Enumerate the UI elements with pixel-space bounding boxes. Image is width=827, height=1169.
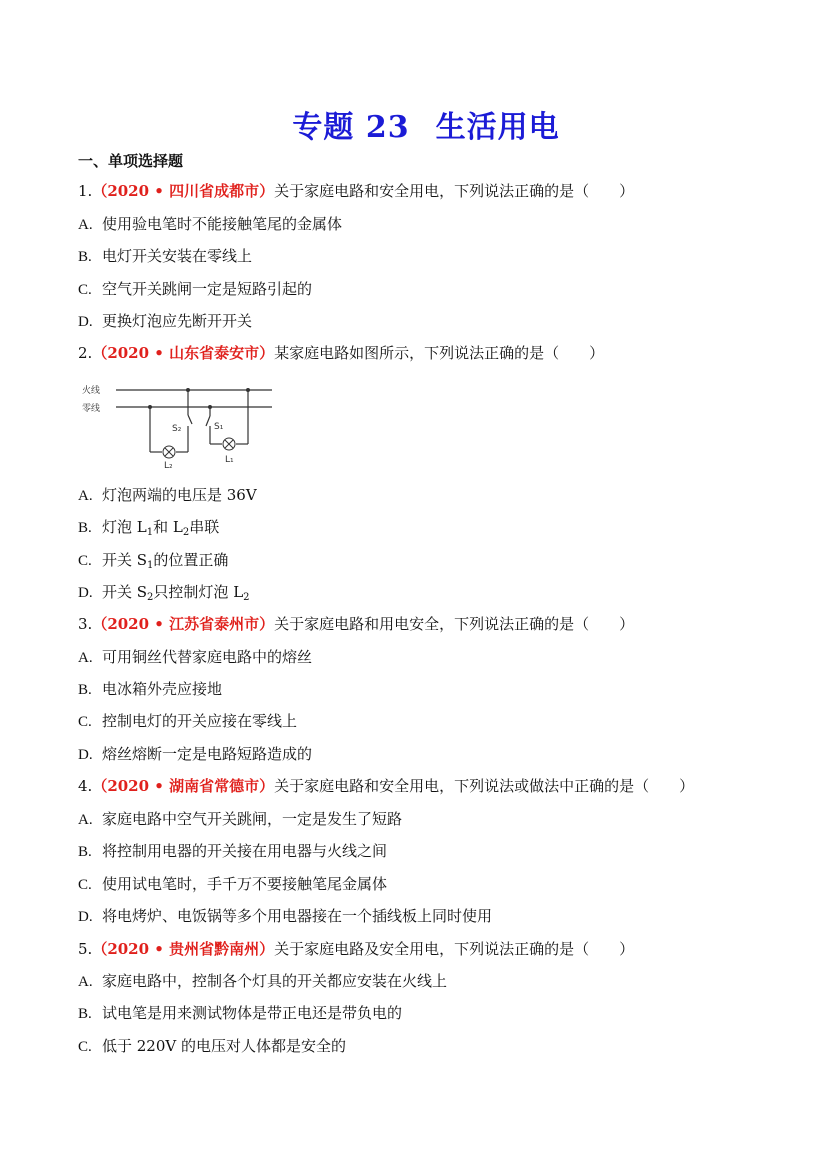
neutral-wire-label: 零线 — [82, 404, 101, 414]
option-text: 低于 220V 的电压对人体都是安全的 — [102, 1037, 347, 1055]
option-letter: D. — [78, 909, 93, 925]
question-source: （2020 • 贵州省黔南州） — [92, 940, 275, 958]
question-source: （2020 • 四川省成都市） — [92, 182, 275, 200]
question-4-option-d — [78, 906, 492, 927]
option-text: 家庭电路中空气开关跳闸，一定是发生了短路 — [102, 810, 403, 828]
question-4-option-c — [78, 874, 387, 895]
option-text: 灯泡 L — [102, 518, 147, 536]
question-5-stem — [78, 939, 634, 959]
option-text: 熔丝熔断一定是电路短路造成的 — [102, 745, 313, 763]
question-3-option-d — [78, 744, 312, 765]
option-text: 空气开关跳闸一定是短路引起的 — [102, 280, 313, 298]
option-text: 试电笔是用来测试物体是带正电还是带负电的 — [102, 1004, 403, 1022]
question-4-option-b — [78, 841, 387, 862]
option-text: 开关 S — [102, 583, 148, 601]
switch-s2-label: S₂ — [172, 424, 182, 434]
question-1-stem — [78, 181, 634, 201]
live-wire-label: 火线 — [82, 386, 101, 396]
option-letter: B. — [78, 682, 92, 698]
question-2-option-a — [78, 485, 257, 506]
question-1-option-d — [78, 311, 252, 332]
option-text: 灯泡两端的电压是 36V — [102, 486, 257, 504]
lamp-l2-label: L₂ — [164, 461, 173, 470]
option-letter: B. — [78, 520, 92, 536]
question-3-option-c — [78, 711, 297, 732]
option-text: 电灯开关安装在零线上 — [102, 247, 253, 265]
question-1-option-b — [78, 246, 252, 267]
option-letter: A. — [78, 488, 93, 504]
option-letter: A. — [78, 812, 93, 828]
option-text: 只控制灯泡 L — [153, 583, 244, 601]
option-letter: C. — [78, 877, 92, 893]
switch-s1-label: S₁ — [214, 422, 224, 432]
option-letter: B. — [78, 249, 92, 265]
question-3-stem — [78, 614, 634, 634]
subscript: 1 — [147, 560, 154, 571]
page-title — [0, 102, 827, 146]
option-letter: B. — [78, 844, 92, 860]
option-letter: A. — [78, 217, 93, 233]
option-letter: C. — [78, 714, 92, 730]
question-number: 2. — [78, 344, 93, 362]
question-3-option-b — [78, 679, 222, 700]
option-letter: A. — [78, 974, 93, 990]
option-letter: C. — [78, 553, 92, 569]
subscript: 2 — [182, 527, 190, 538]
question-source: （2020 • 江苏省泰州市） — [92, 615, 275, 633]
option-text: 电冰箱外壳应接地 — [102, 680, 223, 698]
title-topic-name: 生活用电 — [435, 110, 560, 145]
junction-dot — [246, 388, 250, 392]
question-text: 关于家庭电路及安全用电，下列说法正确的是（ ） — [274, 940, 635, 958]
option-text: 更换灯泡应先断开开关 — [102, 312, 253, 330]
junction-dot — [148, 405, 152, 409]
junction-dot — [208, 405, 212, 409]
question-5-option-a — [78, 971, 447, 992]
lamp-l1-label: L₁ — [225, 455, 234, 465]
option-text: 使用验电笔时不能接触笔尾的金属体 — [102, 215, 343, 233]
option-text: 可用铜丝代替家庭电路中的熔丝 — [102, 648, 313, 666]
question-2-option-d — [78, 582, 250, 603]
option-text: 家庭电路中，控制各个灯具的开关都应安装在火线上 — [102, 972, 448, 990]
question-number: 1. — [78, 182, 93, 200]
junction-dot — [186, 388, 190, 392]
question-4-option-a — [78, 809, 402, 830]
subscript: 2 — [147, 592, 154, 603]
option-text: 串联 — [189, 518, 220, 536]
subscript: 1 — [146, 527, 154, 538]
question-3-option-a — [78, 647, 312, 668]
option-letter: C. — [78, 1039, 92, 1055]
option-text: 使用试电笔时，手千万不要接触笔尾金属体 — [102, 875, 388, 893]
lamp-icon — [223, 438, 235, 450]
question-1-option-a — [78, 214, 342, 235]
question-text: 关于家庭电路和安全用电，下列说法或做法中正确的是（ ） — [274, 777, 695, 795]
option-text: 将电烤炉、电饭锅等多个用电器接在一个插线板上同时使用 — [102, 907, 493, 925]
option-letter: D. — [78, 747, 93, 763]
option-text: 的位置正确 — [153, 551, 229, 569]
circuit-diagram — [78, 378, 278, 470]
option-letter: C. — [78, 282, 92, 298]
option-letter: D. — [78, 585, 93, 601]
question-number: 5. — [78, 940, 93, 958]
question-text: 某家庭电路如图所示，下列说法正确的是（ ） — [274, 344, 605, 362]
option-letter: B. — [78, 1006, 92, 1022]
option-letter: A. — [78, 650, 93, 666]
title-topic-number: 专题 23 — [292, 110, 410, 145]
question-2-stem — [78, 343, 604, 363]
question-source: （2020 • 湖南省常德市） — [92, 777, 275, 795]
lamp-icon — [163, 446, 175, 458]
option-text: 控制电灯的开关应接在零线上 — [102, 712, 298, 730]
question-5-option-c — [78, 1036, 346, 1057]
question-text: 关于家庭电路和安全用电，下列说法正确的是（ ） — [274, 182, 635, 200]
section-heading: 一、单项选择题 — [78, 152, 184, 170]
option-text: 和 L — [153, 518, 183, 536]
question-2-option-b — [78, 517, 219, 538]
option-text: 开关 S — [102, 551, 148, 569]
question-2-option-c — [78, 550, 228, 571]
option-text: 将控制用电器的开关接在用电器与火线之间 — [102, 842, 388, 860]
subscript: 2 — [243, 592, 250, 603]
question-text: 关于家庭电路和用电安全，下列说法正确的是（ ） — [274, 615, 635, 633]
question-number: 3. — [78, 615, 93, 633]
question-5-option-b — [78, 1003, 402, 1024]
question-source: （2020 • 山东省泰安市） — [92, 344, 275, 362]
question-number: 4. — [78, 777, 93, 795]
option-letter: D. — [78, 314, 93, 330]
question-4-stem — [78, 776, 694, 796]
question-1-option-c — [78, 279, 312, 300]
